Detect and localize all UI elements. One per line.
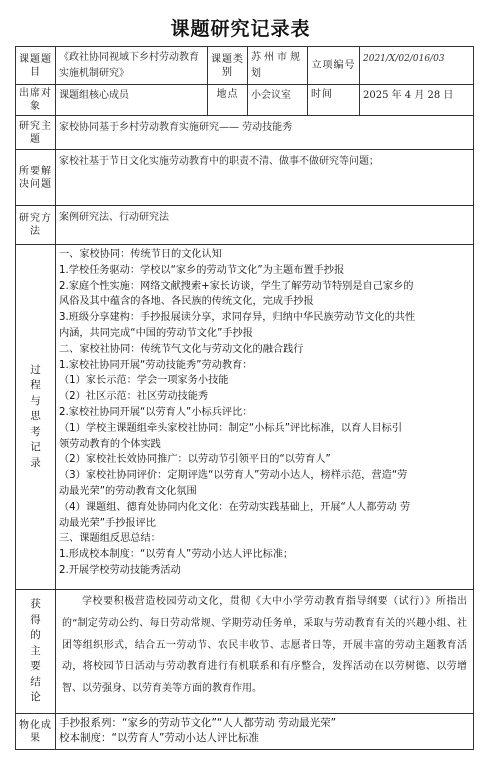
process-line: （1）学校主课题组牵头家校社协同：制定“小标兵”评比标准，以育人目标引 bbox=[59, 422, 403, 434]
problem-label: 所要解决问题 bbox=[16, 150, 56, 206]
process-line: 2.家庭个性实施：网络文献搜索+家长访谈，学生了解劳动节特别是自己家乡的 bbox=[59, 280, 414, 292]
process-line: 1.学校任务驱动：学校以“家乡的劳动节文化”为主题布置手抄报 bbox=[59, 264, 345, 276]
process-line: 2.开展学校劳动技能秀活动 bbox=[59, 564, 181, 576]
topic-label: 课题题目 bbox=[16, 47, 56, 85]
process-content bbox=[56, 245, 474, 590]
process-line: 动最光荣”手抄报评比 bbox=[59, 517, 156, 529]
process-line: （2）社区示范：社区劳动技能秀 bbox=[59, 391, 209, 403]
row-conclusion bbox=[16, 590, 474, 714]
page-title: 课题研究记录表 bbox=[170, 18, 311, 40]
outcome-content bbox=[56, 714, 474, 750]
category-value: 苏州市规划 bbox=[248, 47, 308, 85]
process-line: （4）课题组、德育处协同内化文化：在劳动实践基础上，开展“人人都劳动 劳 bbox=[59, 501, 411, 513]
project-no-value: 2021/X/02/016/03 bbox=[360, 47, 474, 85]
project-no-label: 立项编号 bbox=[308, 47, 360, 85]
attendees-value: 课题组核心成员 bbox=[56, 85, 208, 116]
row-problem bbox=[16, 150, 474, 206]
process-line: 1.家校社协同开展“劳动技能秀”劳动教育： bbox=[59, 359, 253, 371]
process-line: （2）家校社长效协同推广：以劳动节引领平日的“以劳育人” bbox=[59, 454, 331, 466]
theme-label: 研究主题 bbox=[16, 116, 56, 150]
process-line: （3）家校社协同评价：定期评选“以劳育人”劳动小达人，榜样示范，营造“劳 bbox=[59, 470, 408, 482]
process-line: 领劳动教育的个体实践 bbox=[59, 438, 161, 450]
outcome-line: 手抄报系列：“家乡的劳动节文化”“人人都劳动 劳动最光荣” bbox=[59, 717, 337, 729]
place-value: 小会议室 bbox=[248, 85, 308, 116]
outcome-label: 物化成果 bbox=[16, 714, 56, 750]
row-process bbox=[16, 245, 474, 590]
conclusion-cell bbox=[56, 590, 474, 714]
attendees-label: 出席对象 bbox=[16, 85, 56, 116]
method-value: 案例研究法、行动研究法 bbox=[56, 206, 474, 245]
process-line: 一、家校协同：传统节日的文化认知 bbox=[59, 249, 222, 260]
category-label: 课题类别 bbox=[208, 47, 248, 85]
row-outcome bbox=[16, 714, 474, 750]
conclusion-label-cell bbox=[16, 590, 56, 714]
process-label: 过程与思考记录 bbox=[30, 363, 41, 469]
process-line: 二、家校社协同：传统节气文化与劳动文化的融合践行 bbox=[59, 343, 304, 355]
process-line: 3.班级分享建构：手抄报展读分享，求同存异，归纳中华民族劳动节文化的共性 bbox=[59, 312, 416, 324]
process-line: 1.形成校本制度：“以劳育人”劳动小达人评比标准； bbox=[59, 549, 294, 561]
conclusion-text: 学校要积极营造校园劳动文化，贯彻《大中小学劳动教育指导纲要（试行）》所指出的“制定劳动公约、每日劳动常规、学期劳动任务单，采取与劳动教育有关的兴趣小组、社团等组织形式，结合五一劳动节、农民丰收节、志愿者日等，开展丰富的劳动主题教育活动，将校园节日活动与劳动教育进行有机联系和有序整合，发挥活动在以劳树德、以劳增智、以劳强身、以劳育美等方面的教育作用。 bbox=[62, 596, 467, 695]
process-line: 动最光荣”的劳动教育文化氛围 bbox=[59, 485, 197, 497]
row-theme bbox=[16, 116, 474, 150]
problem-value: 家校社基于节日文化实施劳动教育中的职责不清、做事不做研究等问题； bbox=[56, 150, 474, 206]
outcome-line: 校本制度：“以劳育人”劳动小达人评比标准 bbox=[59, 732, 259, 744]
row-method bbox=[16, 206, 474, 245]
process-label-cell bbox=[16, 245, 56, 590]
process-line: （1）家长示范：学会一项家务小技能 bbox=[59, 375, 229, 387]
topic-value: 《政社协同视域下乡村劳动教育实施机制研究》 bbox=[56, 47, 208, 85]
time-label: 时间 bbox=[308, 85, 360, 116]
row-topic bbox=[16, 47, 474, 85]
row-attendees bbox=[16, 85, 474, 116]
conclusion-label: 获得的主要结论 bbox=[30, 598, 41, 704]
process-line: 内涵，共同完成“中国的劳动节文化”手抄报 bbox=[59, 327, 253, 339]
record-table bbox=[15, 46, 474, 750]
time-value: 2025 年 4 月 28 日 bbox=[360, 85, 474, 116]
process-line: 2.家校社协同开展“以劳育人”小标兵评比： bbox=[59, 406, 253, 418]
process-line: 三、课题组反思总结： bbox=[59, 533, 161, 545]
process-line: 风俗及其中蕴含的各地、各民族的传统文化，完成手抄报 bbox=[59, 296, 314, 308]
theme-value: 家校协同基于乡村劳动教育实施研究—— 劳动技能秀 bbox=[56, 116, 474, 150]
method-label: 研究方法 bbox=[16, 206, 56, 245]
place-label: 地点 bbox=[208, 85, 248, 116]
